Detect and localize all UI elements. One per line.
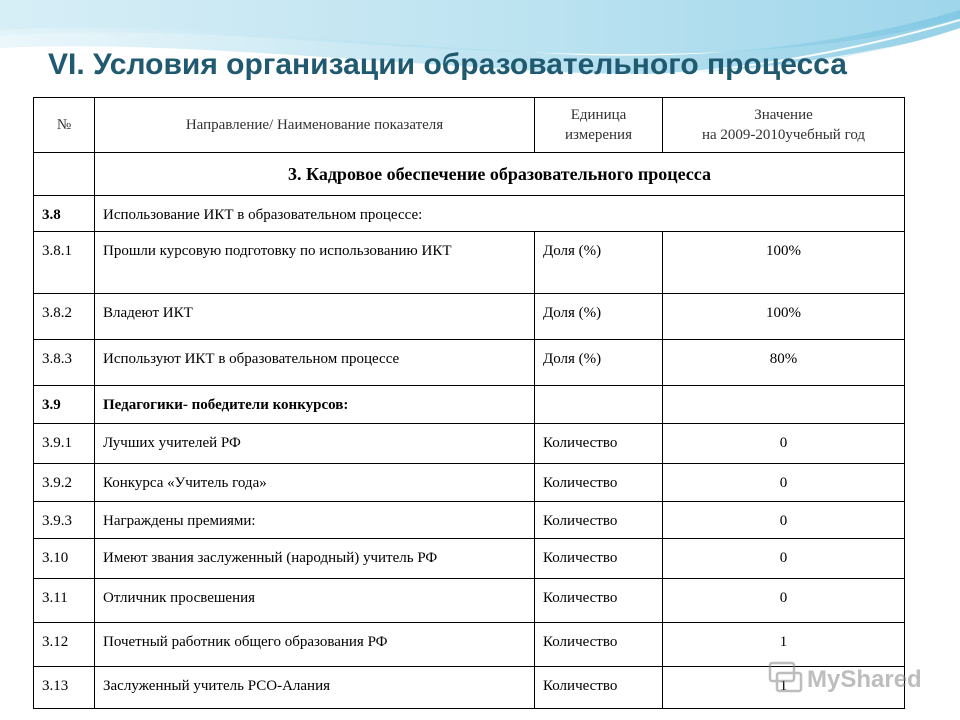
row-num: 3.9 — [34, 386, 95, 424]
watermark-text: MyShared — [807, 666, 922, 693]
row-value: 0 — [663, 464, 905, 502]
header-unit-line2: измерения — [564, 127, 632, 143]
table-row — [34, 579, 905, 623]
row-value: 80% — [663, 340, 905, 386]
header-num: № — [34, 98, 95, 153]
row-name: Используют ИКТ в образовательном процессе — [95, 340, 535, 386]
slide-title: VI. Условия организации образовательного процесса — [48, 48, 847, 81]
table-header-row — [34, 98, 905, 153]
row-num: 3.8.3 — [34, 340, 95, 386]
row-unit: Количество — [535, 539, 663, 579]
header-value — [663, 98, 905, 153]
table-row — [34, 294, 905, 340]
table-row — [34, 340, 905, 386]
table-row — [34, 464, 905, 502]
header-unit — [535, 98, 663, 153]
row-num: 3.9.1 — [34, 424, 95, 464]
row-name: Имеют звания заслуженный (народный) учитель РФ — [95, 539, 535, 579]
row-num: 3.10 — [34, 539, 95, 579]
header-value-line1: Значение — [754, 107, 813, 123]
row-name: Почетный работник общего образования РФ — [95, 623, 535, 667]
row-name: Лучших учителей РФ — [95, 424, 535, 464]
row-value: 0 — [663, 502, 905, 539]
row-value: 1 — [663, 623, 905, 667]
table-row — [34, 502, 905, 539]
indicators-table — [33, 97, 905, 709]
row-num: 3.12 — [34, 623, 95, 667]
row-unit: Доля (%) — [535, 294, 663, 340]
table-row — [34, 386, 905, 424]
row-num: 3.8.2 — [34, 294, 95, 340]
row-value: 0 — [663, 424, 905, 464]
table-row — [34, 424, 905, 464]
row-name: Использование ИКТ в образовательном процессе: — [95, 196, 905, 232]
row-unit: Количество — [535, 667, 663, 709]
table-row — [34, 196, 905, 232]
row-unit: Доля (%) — [535, 340, 663, 386]
section-num-cell — [34, 153, 95, 196]
row-value: 100% — [663, 294, 905, 340]
section-row — [34, 153, 905, 196]
row-name: Заслуженный учитель РСО-Алания — [95, 667, 535, 709]
row-unit: Количество — [535, 502, 663, 539]
row-num: 3.8.1 — [34, 232, 95, 294]
header-name: Направление/ Наименование показателя — [95, 98, 535, 153]
row-num: 3.8 — [34, 196, 95, 232]
watermark-logo — [765, 655, 935, 705]
row-unit — [535, 386, 663, 424]
section-title: 3. Кадровое обеспечение образовательного процесса — [95, 153, 905, 196]
row-value: 100% — [663, 232, 905, 294]
row-num: 3.13 — [34, 667, 95, 709]
row-value: 0 — [663, 539, 905, 579]
row-name: Награждены премиями: — [95, 502, 535, 539]
row-name: Прошли курсовую подготовку по использованию ИКТ — [95, 232, 535, 294]
row-unit: Количество — [535, 579, 663, 623]
row-num: 3.9.3 — [34, 502, 95, 539]
row-num: 3.11 — [34, 579, 95, 623]
row-unit: Количество — [535, 424, 663, 464]
row-unit: Доля (%) — [535, 232, 663, 294]
row-name: Конкурса «Учитель года» — [95, 464, 535, 502]
header-unit-line1: Единица — [570, 107, 627, 123]
row-name: Владеют ИКТ — [95, 294, 535, 340]
row-name: Отличник просвешения — [95, 579, 535, 623]
row-name: Педагогики- победители конкурсов: — [95, 386, 535, 424]
row-value: 1 — [663, 667, 905, 709]
row-unit: Количество — [535, 623, 663, 667]
table-row — [34, 232, 905, 294]
row-unit: Количество — [535, 464, 663, 502]
row-value: 0 — [663, 579, 905, 623]
row-num: 3.9.2 — [34, 464, 95, 502]
header-value-line2: на 2009-2010учебный год — [701, 127, 866, 143]
row-value — [663, 386, 905, 424]
table-row — [34, 539, 905, 579]
